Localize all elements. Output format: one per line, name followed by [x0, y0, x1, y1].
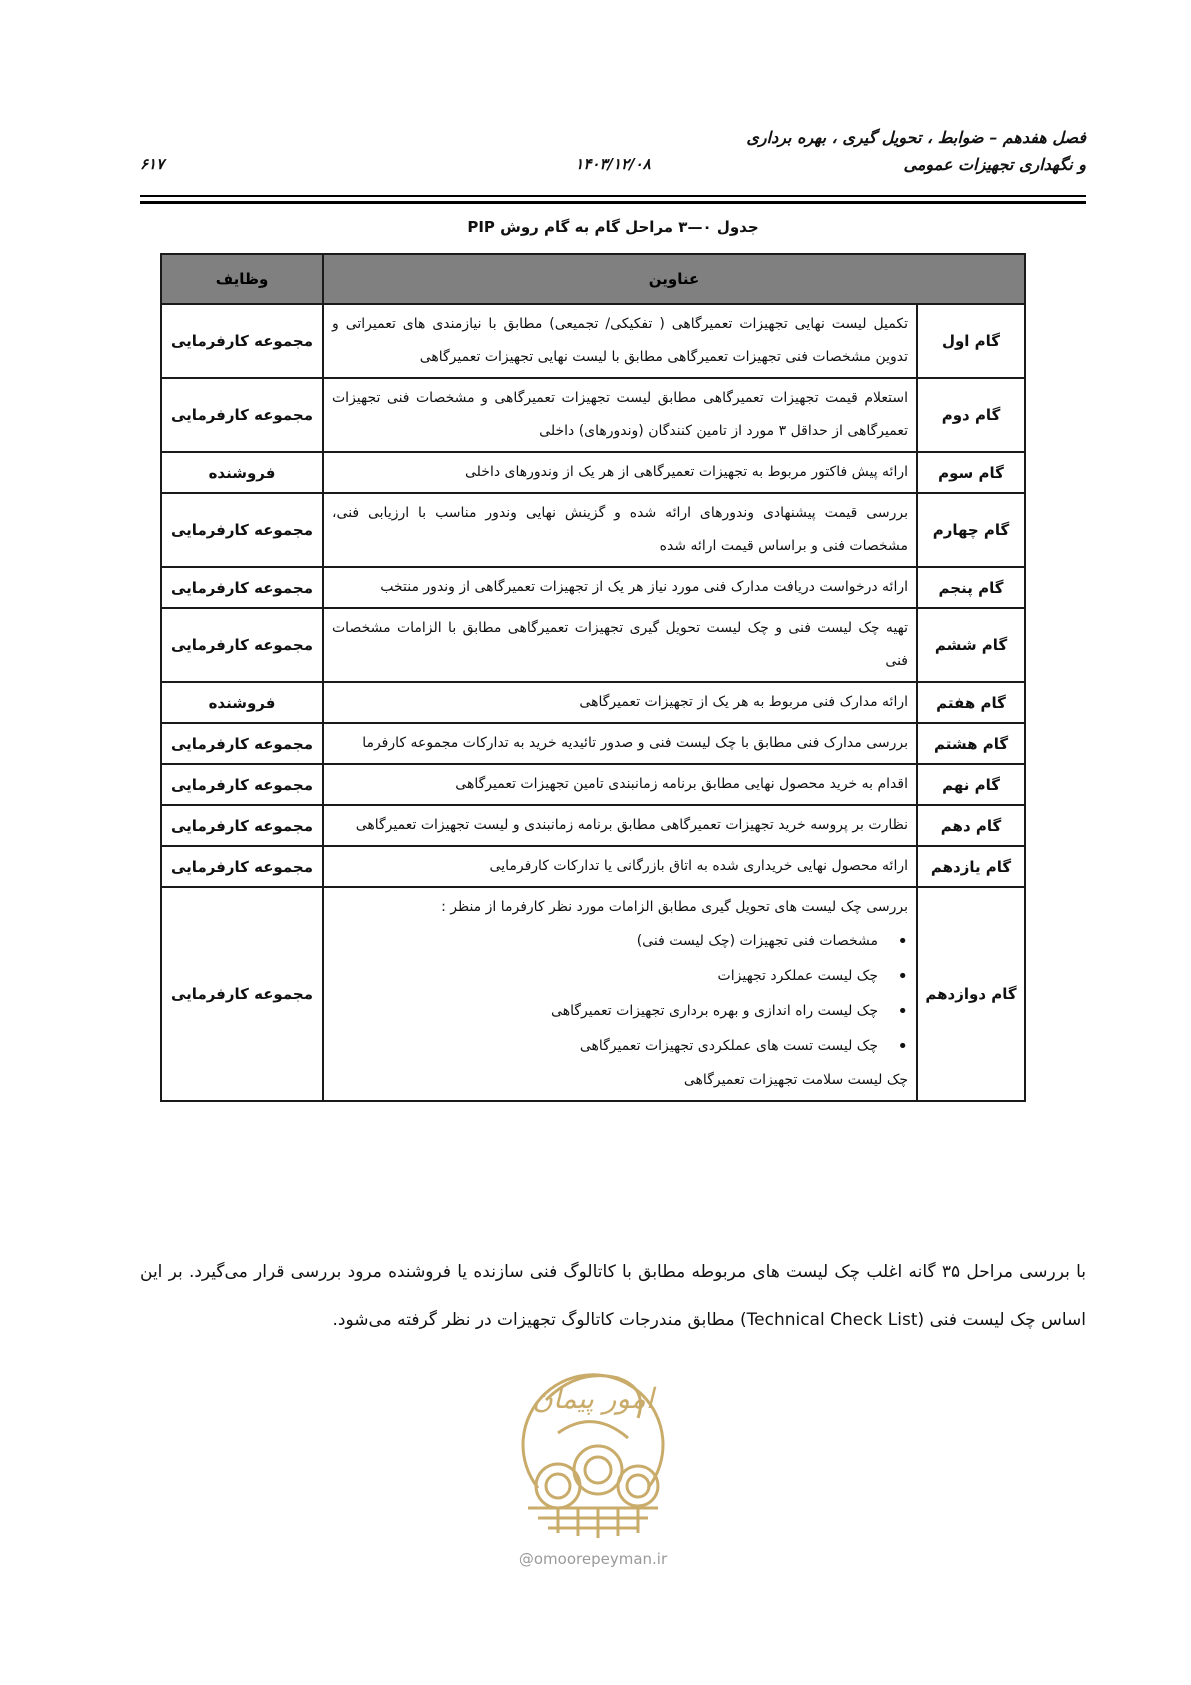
title-cell: ارائه مدارک فنی مربوط به هر یک از تجهیزات تعمیرگاهی — [323, 682, 917, 723]
step-cell: گام پنجم — [917, 567, 1025, 608]
title-cell: بررسی مدارک فنی مطابق با چک لیست فنی و صدور تائیدیه خرید به تدارکات مجموعه کارفرما — [323, 723, 917, 764]
checklist-intro: بررسی چک لیست های تحویل گیری مطابق الزامات مورد نظر کارفرما از منظر : — [441, 899, 908, 915]
duty-cell: مجموعه کارفرمایی — [161, 567, 323, 608]
table-row — [161, 846, 1025, 887]
header-titles: عناوین — [323, 254, 1025, 304]
table-row — [161, 805, 1025, 846]
checklist-item: • چک لیست عملکرد تجهیزات — [332, 959, 878, 994]
checklist-item: • مشخصات فنی تجهیزات (چک لیست فنی) — [332, 924, 878, 959]
step-cell: گام دهم — [917, 805, 1025, 846]
header-date: ۱۴۰۳/۱۲/۰۸ — [575, 155, 651, 173]
table-row — [161, 493, 1025, 567]
table-row — [161, 608, 1025, 682]
page-number: ۶۱۷ — [140, 155, 165, 173]
step-cell: گام هشتم — [917, 723, 1025, 764]
table-row — [161, 567, 1025, 608]
table-row — [161, 304, 1025, 378]
chapter-title-line2: و نگهداری تجهیزات عمومی — [903, 155, 1086, 174]
duty-cell: فروشنده — [161, 682, 323, 723]
duty-cell: مجموعه کارفرمایی — [161, 304, 323, 378]
step-cell: گام هفتم — [917, 682, 1025, 723]
table-header-row — [161, 254, 1025, 304]
table-row — [161, 682, 1025, 723]
table-row — [161, 764, 1025, 805]
table-row — [161, 887, 1025, 1101]
table-body — [161, 304, 1025, 1101]
step-cell: گام دوم — [917, 378, 1025, 452]
duty-cell: مجموعه کارفرمایی — [161, 805, 323, 846]
duty-cell: مجموعه کارفرمایی — [161, 493, 323, 567]
title-cell: ارائه پیش فاکتور مربوط به تجهیزات تعمیرگاهی از هر یک از وندورهای داخلی — [323, 452, 917, 493]
title-cell: اقدام به خرید محصول نهایی مطابق برنامه زمانبندی تامین تجهیزات تعمیرگاهی — [323, 764, 917, 805]
title-cell: تکمیل لیست نهایی تجهیزات تعمیرگاهی ( تفکیکی/ تجمیعی) مطابق با نیازمندی های تعمیراتی و تدوین مشخصات فنی تجهیزات تعمیرگاهی مطابق با لیست نهایی تجهیزات تعمیرگاهی — [323, 304, 917, 378]
title-cell: تهیه چک لیست فنی و چک لیست تحویل گیری تجهیزات تعمیرگاهی مطابق با الزامات مشخصات فنی — [323, 608, 917, 682]
duty-cell: فروشنده — [161, 452, 323, 493]
chapter-title-line1: فصل هفدهم – ضوابط ، تحویل گیری ، بهره برداری — [746, 128, 1086, 147]
header-second-row — [140, 155, 1086, 177]
header-rule-thick — [140, 201, 1086, 204]
step-cell: گام اول — [917, 304, 1025, 378]
duty-cell: مجموعه کارفرمایی — [161, 887, 323, 1101]
step-cell: گام ششم — [917, 608, 1025, 682]
watermark-logo-text: امور پیمان — [532, 1382, 654, 1415]
duty-cell: مجموعه کارفرمایی — [161, 378, 323, 452]
duty-cell: مجموعه کارفرمایی — [161, 846, 323, 887]
pip-steps-table — [160, 253, 1026, 1102]
title-cell: ارائه درخواست دریافت مدارک فنی مورد نیاز هر یک از تجهیزات تعمیرگاهی از وندور منتخب — [323, 567, 917, 608]
step-cell: گام چهارم — [917, 493, 1025, 567]
duty-cell: مجموعه کارفرمایی — [161, 723, 323, 764]
duty-cell: مجموعه کارفرمایی — [161, 608, 323, 682]
page-header — [140, 128, 1086, 177]
body-paragraph: با بررسی مراحل ۳۵ گانه اغلب چک لیست های مربوطه مطابق با کاتالوگ فنی سازنده یا فروشنده مرود بررسی قرار می‌گیرد. بر این اساس چک لیست فنی (Technical Check List) مطابق مندرجات کاتالوگ تجهیزات در نظر گرفته می‌شود. — [140, 1262, 1087, 1330]
table-row — [161, 452, 1025, 493]
table-caption: جدول ۰—۳ مراحل گام به گام روش PIP — [467, 218, 759, 236]
title-cell — [323, 887, 917, 1101]
watermark-text: @omoorepeyman.ir — [518, 1550, 668, 1568]
header-rule-thin — [140, 195, 1086, 197]
duty-cell: مجموعه کارفرمایی — [161, 764, 323, 805]
checklist-item: • چک لیست تست های عملکردی تجهیزات تعمیرگاهی — [332, 1029, 878, 1064]
title-cell: بررسی قیمت پیشنهادی وندورهای ارائه شده و گزینش نهایی وندور مناسب با ارزیابی فنی، مشخصات فنی و براساس قیمت ارائه شده — [323, 493, 917, 567]
step-cell: گام سوم — [917, 452, 1025, 493]
watermark — [498, 1338, 688, 1568]
watermark-logo-icon — [498, 1338, 688, 1543]
checklist-outro: چک لیست سلامت تجهیزات تعمیرگاهی — [683, 1072, 908, 1088]
step-cell: گام نهم — [917, 764, 1025, 805]
title-cell: استعلام قیمت تجهیزات تعمیرگاهی مطابق لیست تجهیزات تعمیرگاهی و مشخصات فنی تجهیزات تعمیرگاهی از حداقل ۳ مورد از تامین کنندگان (وندورهای) داخلی — [323, 378, 917, 452]
table-row — [161, 378, 1025, 452]
checklist-item: • چک لیست راه اندازی و بهره برداری تجهیزات تعمیرگاهی — [332, 994, 878, 1029]
step-cell: گام یازدهم — [917, 846, 1025, 887]
header-duties: وظایف — [161, 254, 323, 304]
table-row — [161, 723, 1025, 764]
title-cell: نظارت بر پروسه خرید تجهیزات تعمیرگاهی مطابق برنامه زمانبندی و لیست تجهیزات تعمیرگاهی — [323, 805, 917, 846]
checklist-bullets — [332, 924, 908, 1064]
step-cell: گام دوازدهم — [917, 887, 1025, 1101]
title-cell: ارائه محصول نهایی خریداری شده به اتاق بازرگانی یا تدارکات کارفرمایی — [323, 846, 917, 887]
